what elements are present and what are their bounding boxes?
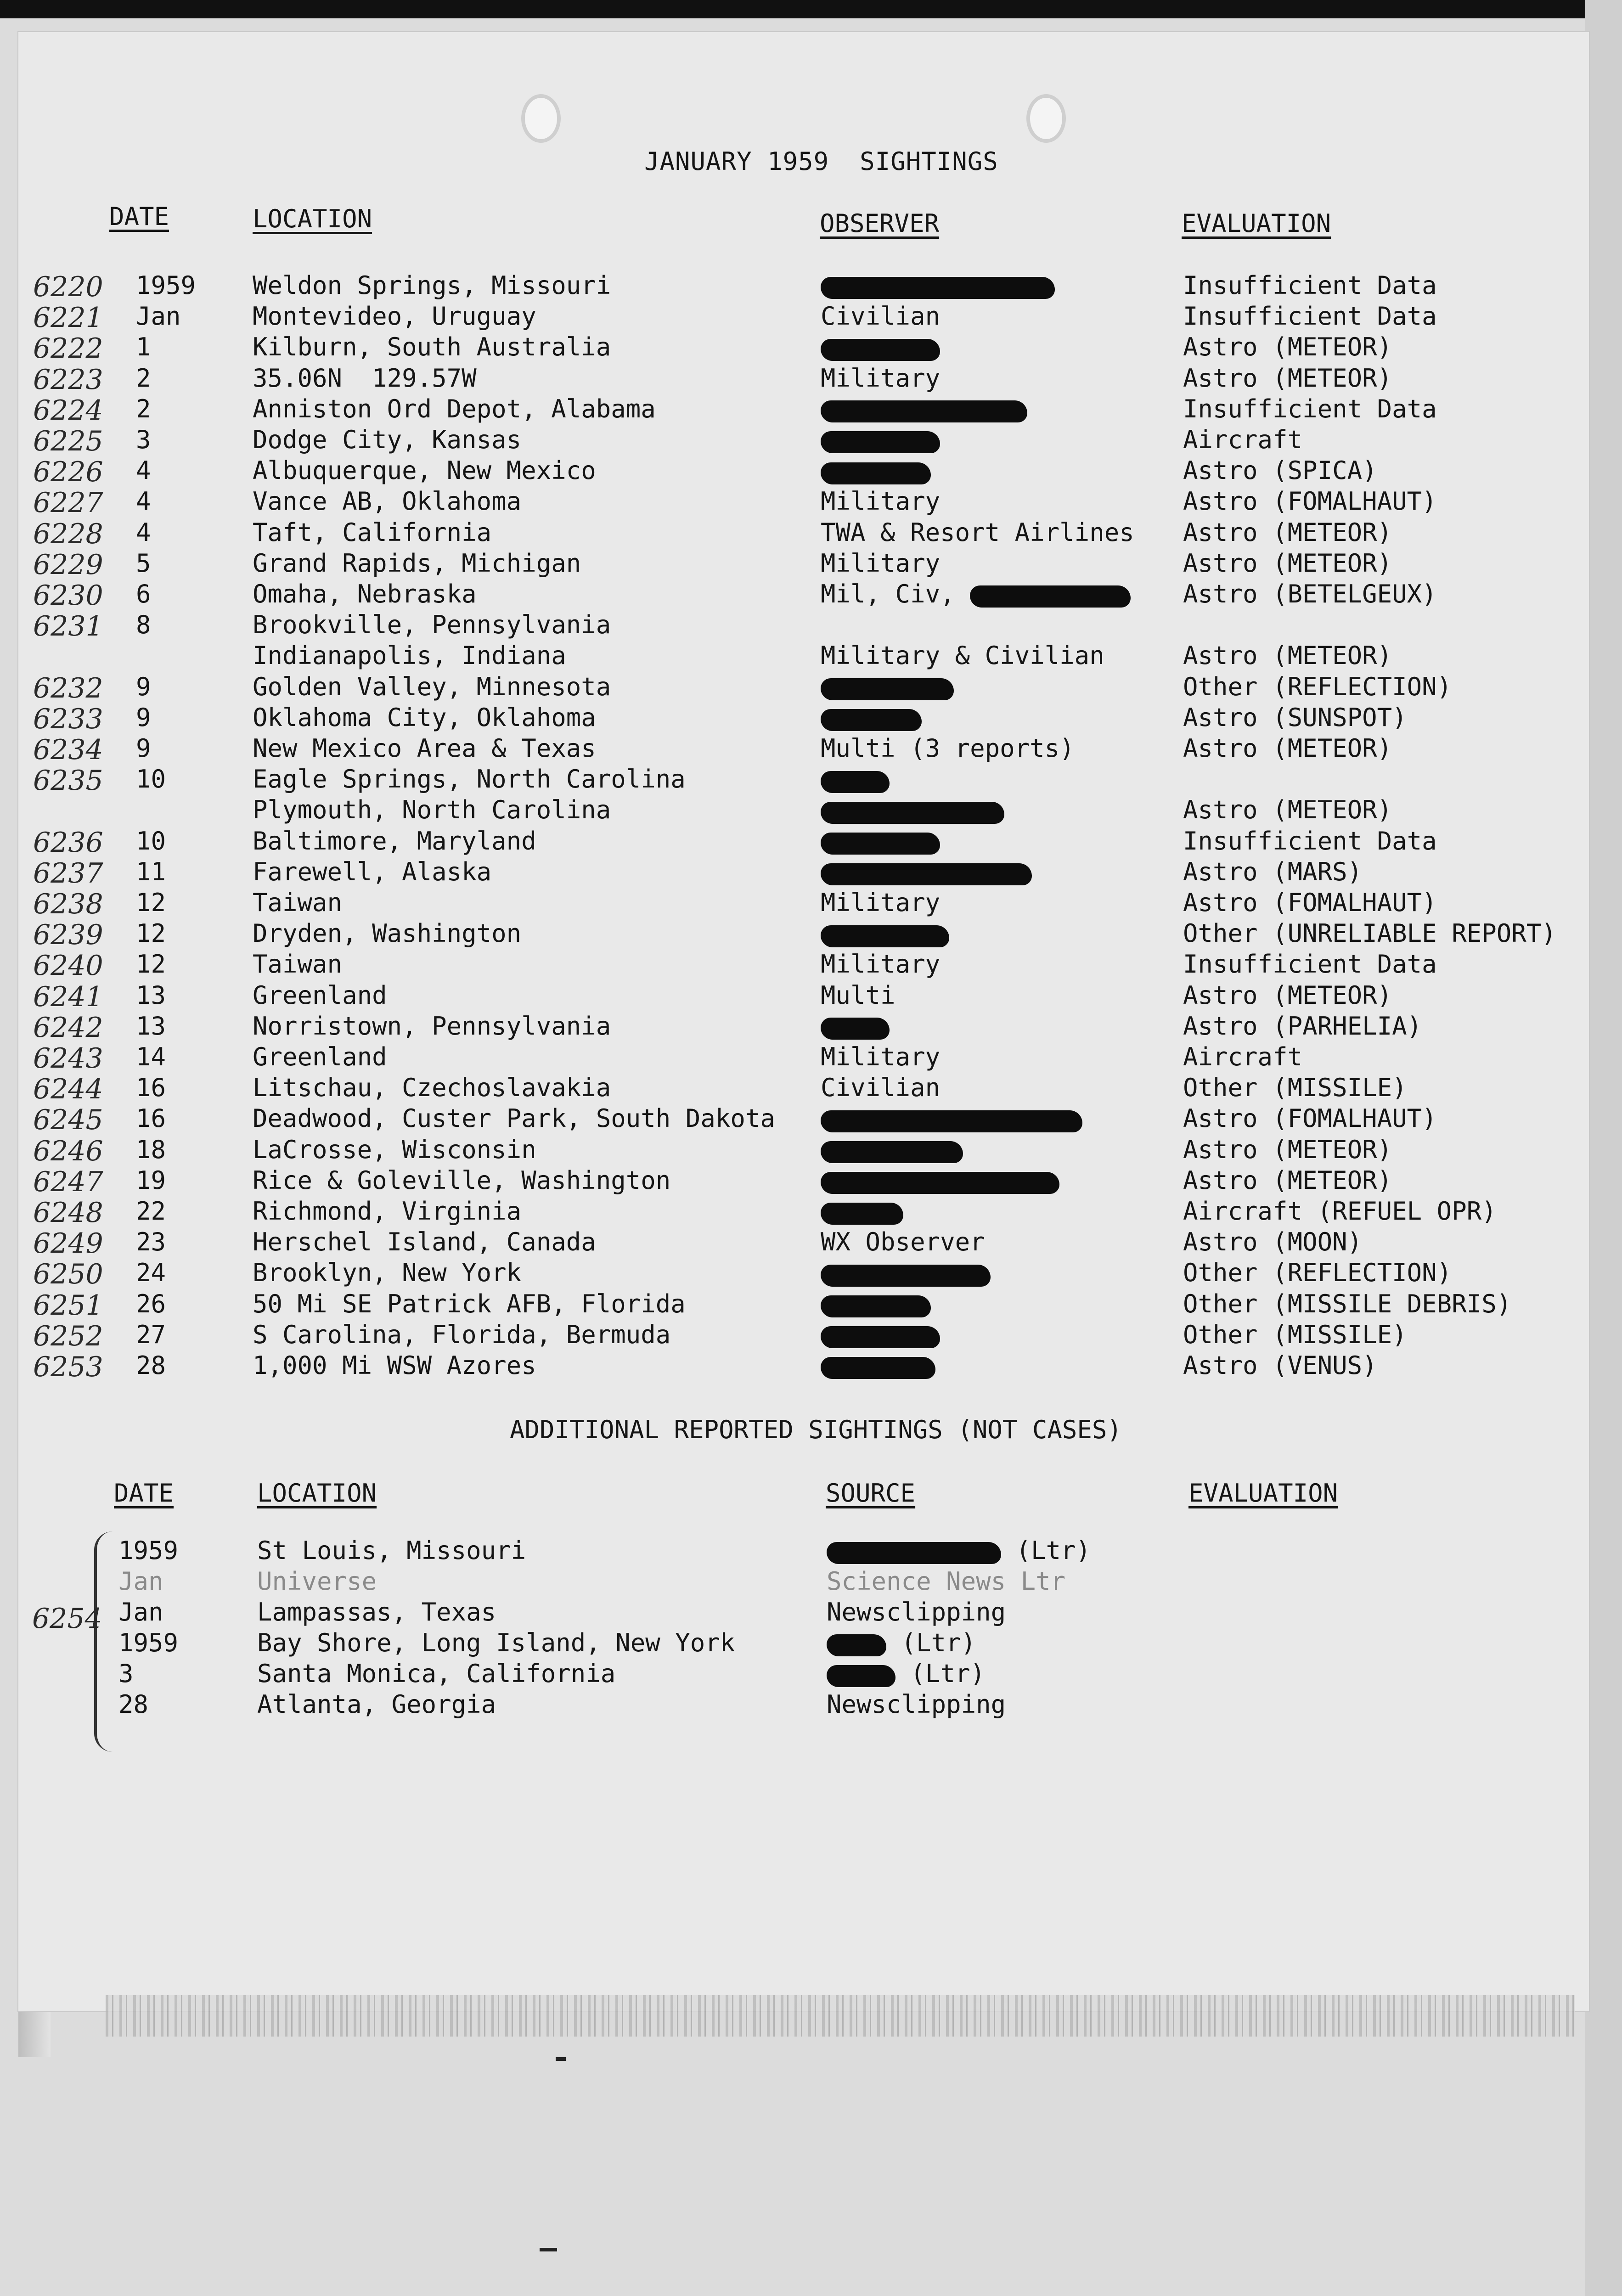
redaction-mark	[821, 771, 890, 793]
punch-hole-right	[1026, 94, 1066, 143]
row-observer	[821, 1073, 940, 1102]
observer-text: Military	[821, 487, 941, 516]
row-location: Dryden, Washington	[253, 919, 522, 948]
scan-mark	[540, 2248, 557, 2251]
table-row	[0, 1320, 1622, 1351]
row-observer	[821, 518, 1134, 547]
row-evaluation: Insufficient Data	[1183, 302, 1437, 331]
observer-text: WX Observer	[821, 1227, 985, 1257]
row-evaluation: Astro (FOMALHAUT)	[1183, 888, 1437, 917]
row-date: 4	[136, 456, 151, 485]
row-location: Brooklyn, New York	[253, 1258, 522, 1288]
case-number: 6253	[33, 1351, 103, 1383]
redaction-mark	[821, 1265, 991, 1287]
row-date: 16	[136, 1073, 166, 1103]
observer-text: Military	[821, 548, 941, 578]
redaction-mark	[821, 462, 931, 484]
row-location: Litschau, Czechoslavakia	[253, 1073, 611, 1103]
row-date: 10	[136, 765, 166, 794]
row-location: Richmond, Virginia	[253, 1197, 522, 1226]
case-number: 6225	[33, 425, 103, 457]
row-observer	[821, 1258, 991, 1287]
redaction-mark	[821, 339, 940, 361]
row-location: LaCrosse, Wisconsin	[253, 1135, 536, 1164]
source-text: (Ltr)	[1001, 1536, 1091, 1565]
table-row	[0, 1135, 1622, 1166]
case-number: 6231	[33, 610, 103, 643]
row-date: 18	[136, 1135, 166, 1164]
row-evaluation: Insufficient Data	[1183, 826, 1437, 855]
source-text: Science News Ltr	[827, 1567, 1066, 1596]
row-observer	[821, 1351, 935, 1380]
case-number: 6248	[33, 1197, 103, 1229]
case-number: 6226	[33, 456, 103, 489]
row-evaluation: Astro (FOMALHAUT)	[1183, 487, 1437, 516]
additional-header-source: SOURCE	[826, 1479, 916, 1508]
row-evaluation: Other (MISSILE)	[1183, 1320, 1407, 1349]
source-text: (Ltr)	[886, 1628, 976, 1657]
redaction-mark	[821, 1110, 1082, 1132]
additional-location: St Louis, Missouri	[257, 1536, 526, 1565]
table-row	[0, 919, 1622, 950]
table-row	[0, 1258, 1622, 1289]
row-date: 28	[136, 1351, 166, 1380]
case-number: 6220	[33, 271, 103, 303]
table-row	[0, 734, 1622, 765]
additional-header-location: LOCATION	[257, 1479, 377, 1508]
row-evaluation: Insufficient Data	[1183, 271, 1437, 300]
table-row	[0, 394, 1622, 425]
additional-source	[827, 1628, 976, 1657]
table-row	[0, 950, 1622, 980]
row-date: 26	[136, 1289, 166, 1318]
row-evaluation: Astro (VENUS)	[1183, 1351, 1377, 1380]
row-date: 24	[136, 1258, 166, 1288]
row-location: S Carolina, Florida, Bermuda	[253, 1320, 671, 1349]
observer-text: Military	[821, 1042, 941, 1071]
case-number: 6252	[33, 1320, 103, 1352]
additional-date: 28	[118, 1690, 149, 1719]
case-number: 6251	[33, 1289, 103, 1322]
additional-title: ADDITIONAL REPORTED SIGHTINGS (NOT CASES)	[510, 1415, 1122, 1444]
row-evaluation: Aircraft (REFUEL OPR)	[1183, 1197, 1497, 1226]
row-observer	[821, 734, 1075, 763]
redaction-mark	[821, 709, 922, 731]
additional-source	[827, 1598, 1006, 1626]
additional-row	[0, 1536, 1622, 1567]
row-location: Omaha, Nebraska	[253, 580, 477, 608]
row-location: Taiwan	[253, 888, 343, 917]
redaction-mark	[821, 802, 1004, 824]
row-location: Plymouth, North Carolina	[253, 795, 611, 825]
row-evaluation: Astro (METEOR)	[1183, 641, 1392, 670]
row-evaluation: Astro (METEOR)	[1183, 1165, 1392, 1195]
row-observer	[821, 981, 895, 1010]
table-row	[0, 827, 1622, 857]
row-date: 22	[136, 1197, 166, 1226]
row-evaluation: Astro (METEOR)	[1183, 332, 1392, 362]
row-location: Taiwan	[253, 950, 343, 979]
row-observer	[821, 795, 1004, 824]
row-date: 9	[136, 672, 151, 701]
case-number: 6247	[33, 1165, 103, 1198]
additional-source	[827, 1690, 1006, 1719]
table-row	[0, 703, 1622, 734]
row-evaluation: Astro (METEOR)	[1183, 518, 1392, 547]
additional-location: Lampassas, Texas	[257, 1598, 496, 1626]
case-number: 6240	[33, 950, 103, 982]
row-observer	[821, 580, 1131, 608]
redaction-mark	[821, 1326, 940, 1348]
redaction-mark	[827, 1542, 1001, 1564]
table-row	[0, 888, 1622, 919]
row-evaluation: Astro (MOON)	[1183, 1227, 1363, 1257]
row-date: 12	[136, 888, 166, 917]
case-number: 6241	[33, 980, 103, 1013]
row-date: 27	[136, 1320, 166, 1349]
table-row	[0, 1227, 1622, 1258]
redaction-mark	[821, 833, 940, 855]
scan-bottom-strip	[106, 1995, 1575, 2037]
case-number: 6223	[33, 363, 103, 396]
source-text: (Ltr)	[895, 1659, 986, 1688]
additional-case-number: 6254	[32, 1603, 102, 1635]
case-number: 6250	[33, 1258, 103, 1291]
row-location: Anniston Ord Depot, Alabama	[253, 394, 656, 423]
redaction-mark	[821, 277, 1055, 299]
redaction-mark	[821, 431, 940, 453]
row-evaluation: Aircraft	[1183, 1042, 1303, 1071]
table-row	[0, 1289, 1622, 1320]
row-date: 5	[136, 548, 151, 578]
additional-row	[0, 1567, 1622, 1598]
row-evaluation: Astro (BETELGEUX)	[1183, 580, 1437, 608]
row-location: 1,000 Mi WSW Azores	[253, 1351, 536, 1380]
row-evaluation: Insufficient Data	[1183, 394, 1437, 423]
redaction-mark	[821, 1295, 931, 1317]
table-row	[0, 580, 1622, 610]
row-observer	[821, 332, 940, 361]
row-observer	[821, 364, 940, 393]
row-observer	[821, 425, 940, 454]
row-evaluation: Aircraft	[1183, 425, 1303, 454]
row-date: 12	[136, 919, 166, 948]
observer-text: Military	[821, 363, 941, 393]
additional-header-evaluation: EVALUATION	[1188, 1479, 1338, 1508]
case-number: 6235	[33, 765, 103, 797]
case-number: 6236	[33, 826, 103, 859]
row-date: 10	[136, 826, 166, 855]
row-observer	[821, 1289, 931, 1318]
table-row	[0, 981, 1622, 1012]
row-location: Greenland	[253, 980, 387, 1010]
source-text: Newsclipping	[827, 1690, 1006, 1719]
table-row	[0, 765, 1622, 795]
additional-row	[0, 1690, 1622, 1721]
table-row	[0, 1351, 1622, 1382]
additional-location: Atlanta, Georgia	[257, 1690, 496, 1719]
row-date: 1	[136, 332, 151, 362]
row-date: 13	[136, 980, 166, 1010]
row-observer	[821, 1104, 1082, 1133]
redaction-mark	[821, 1357, 935, 1379]
case-number: 6230	[33, 580, 103, 612]
row-observer	[821, 456, 931, 485]
row-date: 4	[136, 487, 151, 516]
row-evaluation: Astro (METEOR)	[1183, 1135, 1392, 1164]
table-row	[0, 271, 1622, 302]
row-evaluation: Astro (SUNSPOT)	[1183, 703, 1407, 732]
case-number: 6232	[33, 672, 103, 704]
row-location: Grand Rapids, Michigan	[253, 548, 581, 578]
redaction-mark	[970, 585, 1131, 608]
row-date: 16	[136, 1104, 166, 1133]
table-row	[0, 456, 1622, 487]
row-date: 8	[136, 610, 151, 640]
row-location: Herschel Island, Canada	[253, 1227, 596, 1257]
row-date: 9	[136, 734, 151, 763]
row-date: 14	[136, 1042, 166, 1071]
case-number: 6234	[33, 734, 103, 766]
row-evaluation: Other (MISSILE)	[1183, 1073, 1407, 1103]
row-location: Rice & Goleville, Washington	[253, 1165, 671, 1195]
additional-location: Universe	[257, 1567, 377, 1596]
row-location: Taft, California	[253, 518, 492, 547]
additional-row	[0, 1598, 1622, 1628]
redaction-mark	[821, 1203, 903, 1225]
redaction-mark	[827, 1634, 886, 1656]
row-evaluation: Astro (SPICA)	[1183, 456, 1377, 485]
row-date: 23	[136, 1227, 166, 1257]
case-number: 6222	[33, 332, 103, 365]
row-date: 2	[136, 363, 151, 393]
row-observer	[821, 1135, 963, 1164]
row-evaluation: Other (MISSILE DEBRIS)	[1183, 1289, 1512, 1318]
row-location: Montevideo, Uruguay	[253, 302, 536, 331]
table-row	[0, 857, 1622, 888]
row-evaluation: Astro (METEOR)	[1183, 980, 1392, 1010]
header-date: DATE	[109, 202, 169, 231]
row-evaluation: Astro (MARS)	[1183, 857, 1363, 886]
row-date: 19	[136, 1165, 166, 1195]
row-location: Indianapolis, Indiana	[253, 641, 566, 670]
table-row	[0, 425, 1622, 456]
row-evaluation: Astro (METEOR)	[1183, 548, 1392, 578]
table-row	[0, 332, 1622, 363]
row-observer	[821, 1166, 1059, 1195]
observer-text: Mil, Civ,	[821, 580, 970, 608]
row-observer	[821, 1320, 940, 1349]
redaction-mark	[821, 1172, 1059, 1194]
header-observer: OBSERVER	[820, 209, 940, 238]
row-observer	[821, 950, 940, 979]
redaction-mark	[821, 1018, 890, 1040]
row-observer	[821, 703, 922, 732]
table-row	[0, 549, 1622, 580]
row-date: 2	[136, 394, 151, 423]
table-row	[0, 672, 1622, 703]
case-number: 6228	[33, 518, 103, 550]
table-row	[0, 364, 1622, 394]
row-evaluation: Astro (METEOR)	[1183, 795, 1392, 825]
table-row	[0, 641, 1622, 672]
row-observer	[821, 271, 1055, 300]
scan-mark	[556, 2057, 566, 2061]
observer-text: Military & Civilian	[821, 641, 1104, 670]
case-number: 6246	[33, 1135, 103, 1167]
observer-text: Civilian	[821, 1073, 941, 1103]
row-location: Eagle Springs, North Carolina	[253, 765, 686, 794]
row-observer	[821, 888, 940, 917]
table-row	[0, 795, 1622, 826]
row-location: Greenland	[253, 1042, 387, 1071]
observer-text: Multi (3 reports)	[821, 734, 1075, 763]
scan-top-edge	[0, 0, 1622, 18]
row-observer	[821, 672, 954, 701]
additional-row	[0, 1628, 1622, 1659]
case-number: 6224	[33, 394, 103, 427]
row-location: Baltimore, Maryland	[253, 826, 536, 855]
case-number: 6237	[33, 857, 103, 889]
table-row	[0, 1012, 1622, 1042]
observer-text: TWA & Resort Airlines	[821, 518, 1134, 547]
row-location: 35.06N 129.57W	[253, 363, 477, 393]
case-number: 6244	[33, 1073, 103, 1106]
row-date: 12	[136, 950, 166, 979]
table-row	[0, 487, 1622, 518]
table-row	[0, 518, 1622, 549]
case-number: 6227	[33, 487, 103, 519]
case-number: 6239	[33, 919, 103, 951]
row-observer	[821, 487, 940, 516]
additional-source	[827, 1567, 1065, 1596]
row-date: 9	[136, 703, 151, 732]
case-number: 6243	[33, 1042, 103, 1075]
header-evaluation: EVALUATION	[1182, 209, 1331, 238]
case-number: 6233	[33, 703, 103, 735]
additional-date: 1959	[118, 1628, 179, 1657]
row-evaluation: Astro (FOMALHAUT)	[1183, 1104, 1437, 1133]
additional-source	[827, 1659, 985, 1688]
row-location: Farewell, Alaska	[253, 857, 492, 886]
row-location: Albuquerque, New Mexico	[253, 456, 596, 485]
row-date: 4	[136, 518, 151, 547]
row-date: 6	[136, 580, 151, 608]
row-location: 50 Mi SE Patrick AFB, Florida	[253, 1289, 686, 1318]
observer-text: Civilian	[821, 302, 941, 331]
document-title: JANUARY 1959 SIGHTINGS	[644, 147, 998, 176]
row-evaluation: Astro (PARHELIA)	[1183, 1011, 1422, 1041]
table-row	[0, 1073, 1622, 1104]
redaction-mark	[821, 925, 949, 947]
table-row	[0, 1197, 1622, 1227]
table-row	[0, 1042, 1622, 1073]
row-location: Deadwood, Custer Park, South Dakota	[253, 1104, 775, 1133]
row-evaluation: Other (UNRELIABLE REPORT)	[1183, 919, 1556, 948]
table-row	[0, 302, 1622, 332]
row-date: 11	[136, 857, 166, 886]
row-location: Kilburn, South Australia	[253, 332, 611, 362]
punch-hole-left	[521, 94, 561, 143]
source-text: Newsclipping	[827, 1598, 1006, 1626]
additional-date: 1959	[118, 1536, 179, 1565]
observer-text: Multi	[821, 980, 895, 1010]
row-observer	[821, 1042, 940, 1071]
row-evaluation: Astro (METEOR)	[1183, 734, 1392, 763]
table-row	[0, 610, 1622, 641]
additional-header-date: DATE	[114, 1479, 174, 1508]
table-row	[0, 1104, 1622, 1135]
case-number: 6242	[33, 1011, 103, 1044]
additional-location: Bay Shore, Long Island, New York	[257, 1628, 735, 1657]
additional-source	[827, 1536, 1091, 1565]
case-number: 6249	[33, 1227, 103, 1260]
row-location: Dodge City, Kansas	[253, 425, 522, 454]
row-date: 3	[136, 425, 151, 454]
row-observer	[821, 549, 940, 578]
redaction-mark	[821, 678, 954, 700]
additional-date: 3	[118, 1659, 134, 1688]
row-observer	[821, 1197, 903, 1226]
row-evaluation: Astro (METEOR)	[1183, 363, 1392, 393]
row-location: Oklahoma City, Oklahoma	[253, 703, 596, 732]
header-location: LOCATION	[253, 204, 372, 233]
redaction-mark	[821, 400, 1027, 422]
row-location: Brookville, Pennsylvania	[253, 610, 611, 640]
row-date: 13	[136, 1011, 166, 1041]
row-date: Jan	[136, 302, 181, 331]
row-location: Weldon Springs, Missouri	[253, 271, 611, 300]
row-observer	[821, 857, 1032, 886]
additional-location: Santa Monica, California	[257, 1659, 616, 1688]
row-evaluation: Other (REFLECTION)	[1183, 1258, 1452, 1288]
case-number: 6229	[33, 548, 103, 581]
redaction-mark	[827, 1665, 895, 1687]
row-location: Golden Valley, Minnesota	[253, 672, 611, 701]
row-observer	[821, 302, 940, 331]
row-observer	[821, 394, 1027, 423]
table-row	[0, 1166, 1622, 1197]
case-number: 6245	[33, 1104, 103, 1137]
row-evaluation: Insufficient Data	[1183, 950, 1437, 979]
row-location: Norristown, Pennsylvania	[253, 1011, 611, 1041]
row-evaluation: Other (REFLECTION)	[1183, 672, 1452, 701]
observer-text: Military	[821, 888, 941, 917]
redaction-mark	[821, 1141, 963, 1163]
row-date: 1959	[136, 271, 196, 300]
case-number: 6238	[33, 888, 103, 920]
additional-row	[0, 1659, 1622, 1690]
additional-date: Jan	[118, 1567, 163, 1596]
additional-date: Jan	[118, 1598, 163, 1626]
row-observer	[821, 765, 890, 793]
row-observer	[821, 919, 949, 948]
row-observer	[821, 1227, 985, 1256]
row-observer	[821, 641, 1104, 670]
row-location: Vance AB, Oklahoma	[253, 487, 522, 516]
observer-text: Military	[821, 950, 941, 979]
row-observer	[821, 827, 940, 855]
row-observer	[821, 1012, 890, 1041]
redaction-mark	[821, 863, 1032, 885]
case-number: 6221	[33, 302, 103, 334]
row-location: New Mexico Area & Texas	[253, 734, 596, 763]
